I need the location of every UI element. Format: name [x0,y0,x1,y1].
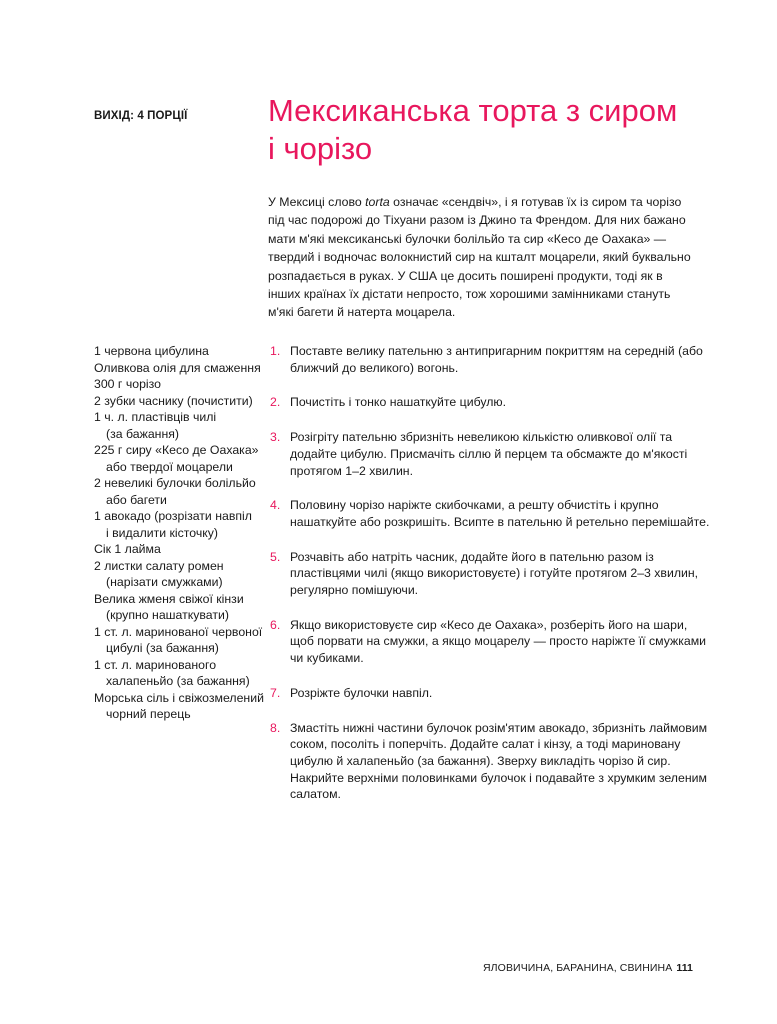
ingredient-line-continuation: цибулі (за бажання) [106,641,219,655]
step-text: Почистіть і тонко нашаткуйте цибулю. [290,395,507,410]
ingredient-line-continuation: (крупно нашаткувати) [106,608,229,622]
recipe-title [268,92,708,168]
ingredient-item: Оливкова олія для смаження [94,360,261,375]
method-step [270,720,710,804]
step-text: Розігріту пательню збризніть невеликою кількістю оливкової олії та додайте цибулю. Присмачіть сіллю й перцем та обсмажте до м'якості протягом 1–2 хвилин. [290,430,688,478]
ingredient-line-continuation: (нарізати смужками) [106,575,223,589]
step-number: 4. [270,498,281,513]
page-number: 111 [676,962,693,974]
footer-section-title: ЯЛОВИЧИНА, БАРАНИНА, СВИНИНА [483,962,673,974]
ingredient-item: 300 г чорізо [94,377,161,391]
ingredients-list [94,343,264,723]
method-step [270,429,710,479]
intro-text-start: У Мексиці слово [268,195,366,209]
ingredient-item: 1 ст. л. маринованої червоної [94,624,263,639]
step-text: Поставте велику пательню з антипригарним покриттям на середній (або ближчий до великого) вогонь. [290,344,703,375]
ingredient-item: 1 ст. л. маринованого [94,657,217,672]
step-text: Розріжте булочки навпіл. [290,685,433,700]
step-number: 8. [270,720,281,735]
method-step [270,394,710,411]
step-number: 6. [270,617,281,632]
ingredient-line-continuation: або твердої моцарели [106,459,233,474]
ingredient-item: 1 червона цибулина [94,344,209,358]
ingredient-item: 2 листки салату ромен [94,558,224,573]
recipe-title-line-2: і чорізо [268,131,373,166]
ingredient-item: Сік 1 лайма [94,542,161,556]
method-steps [270,343,710,803]
step-number: 1. [270,344,281,358]
step-number: 3. [270,430,281,445]
ingredient-item: 225 г сиру «Кесо де Оахака» [94,443,259,457]
ingredient-item: 1 ч. л. пластівців чилі [94,410,217,424]
page-footer [483,962,693,974]
method-step [270,549,710,599]
ingredient-item: 2 зубки часнику (почистити) [94,393,253,408]
ingredient-item: Велика жменя свіжої кінзи [94,591,244,606]
recipe-intro [268,193,698,322]
step-number: 2. [270,395,281,410]
step-text: Змастіть нижні частини булочок розім'ятим авокадо, збризніть лаймовим соком, посоліть і поперчіть. Додайте салат і кінзу, а тоді мариновану цибулю й халапеньйо (за бажання). Зверху викладіть чорізо й сир. Накрийте верхніми половинками булочок і подавайте з хрумким зеленим салатом. [290,720,708,802]
intro-text-rest: означає «сендвіч», і я готував їх із сиром та чорізо під час подорожі до Тіхуани разом із Джино та Френдом. Для них бажано мати м'які мексиканські булочки болільйо та сир «Кесо де Оахака» — твердий і водночас волокнистий сир на кшталт моцарели, який буквально розпадається в руках. У США це досить поширені продукти, тоді як в інших країнах їх дістати непросто, тож хорошими замінниками стануть м'які багети й натерта моцарела. [268,195,691,320]
method-step [270,617,710,667]
method-step [270,685,710,702]
intro-italic-word: torta [365,195,390,209]
step-text: Якщо використовуєте сир «Кесо де Оахака», розберіть його на шари, щоб порвати на смужки, а якщо моцарелу — просто наріжте її смужками чи кубиками. [290,617,707,666]
recipe-yield: ВИХІД: 4 ПОРЦІЇ [94,110,188,122]
ingredient-item: 2 невеликі булочки болільйо [94,476,256,490]
ingredient-line-continuation: чорний перець [106,707,191,721]
ingredient-item: Морська сіль і свіжозмелений [94,690,264,705]
method-step [270,343,710,376]
ingredient-line-continuation: халапеньйо (за бажання) [106,674,250,688]
step-number: 5. [270,549,281,564]
ingredient-item: 1 авокадо (розрізати навпіл [94,509,252,523]
ingredient-line-continuation: і видалити кісточку) [106,525,219,540]
ingredient-line-continuation: (за бажання) [106,426,179,441]
step-text: Розчавіть або натріть часник, додайте його в пательню разом із пластівцями чилі (якщо використовуєте) і готуйте протягом 2–3 хвилин, регулярно помішуючи. [290,549,699,598]
ingredient-line-continuation: або багети [106,492,167,507]
recipe-title-line-1: Мексиканська торта з сиром [268,93,678,128]
method-step [270,497,710,530]
step-text: Половину чорізо наріжте скибочками, а решту обчистіть і крупно нашаткуйте або розкришіть. Всипте в пательню й ретельно перемішайте. [290,498,710,529]
step-number: 7. [270,685,281,700]
